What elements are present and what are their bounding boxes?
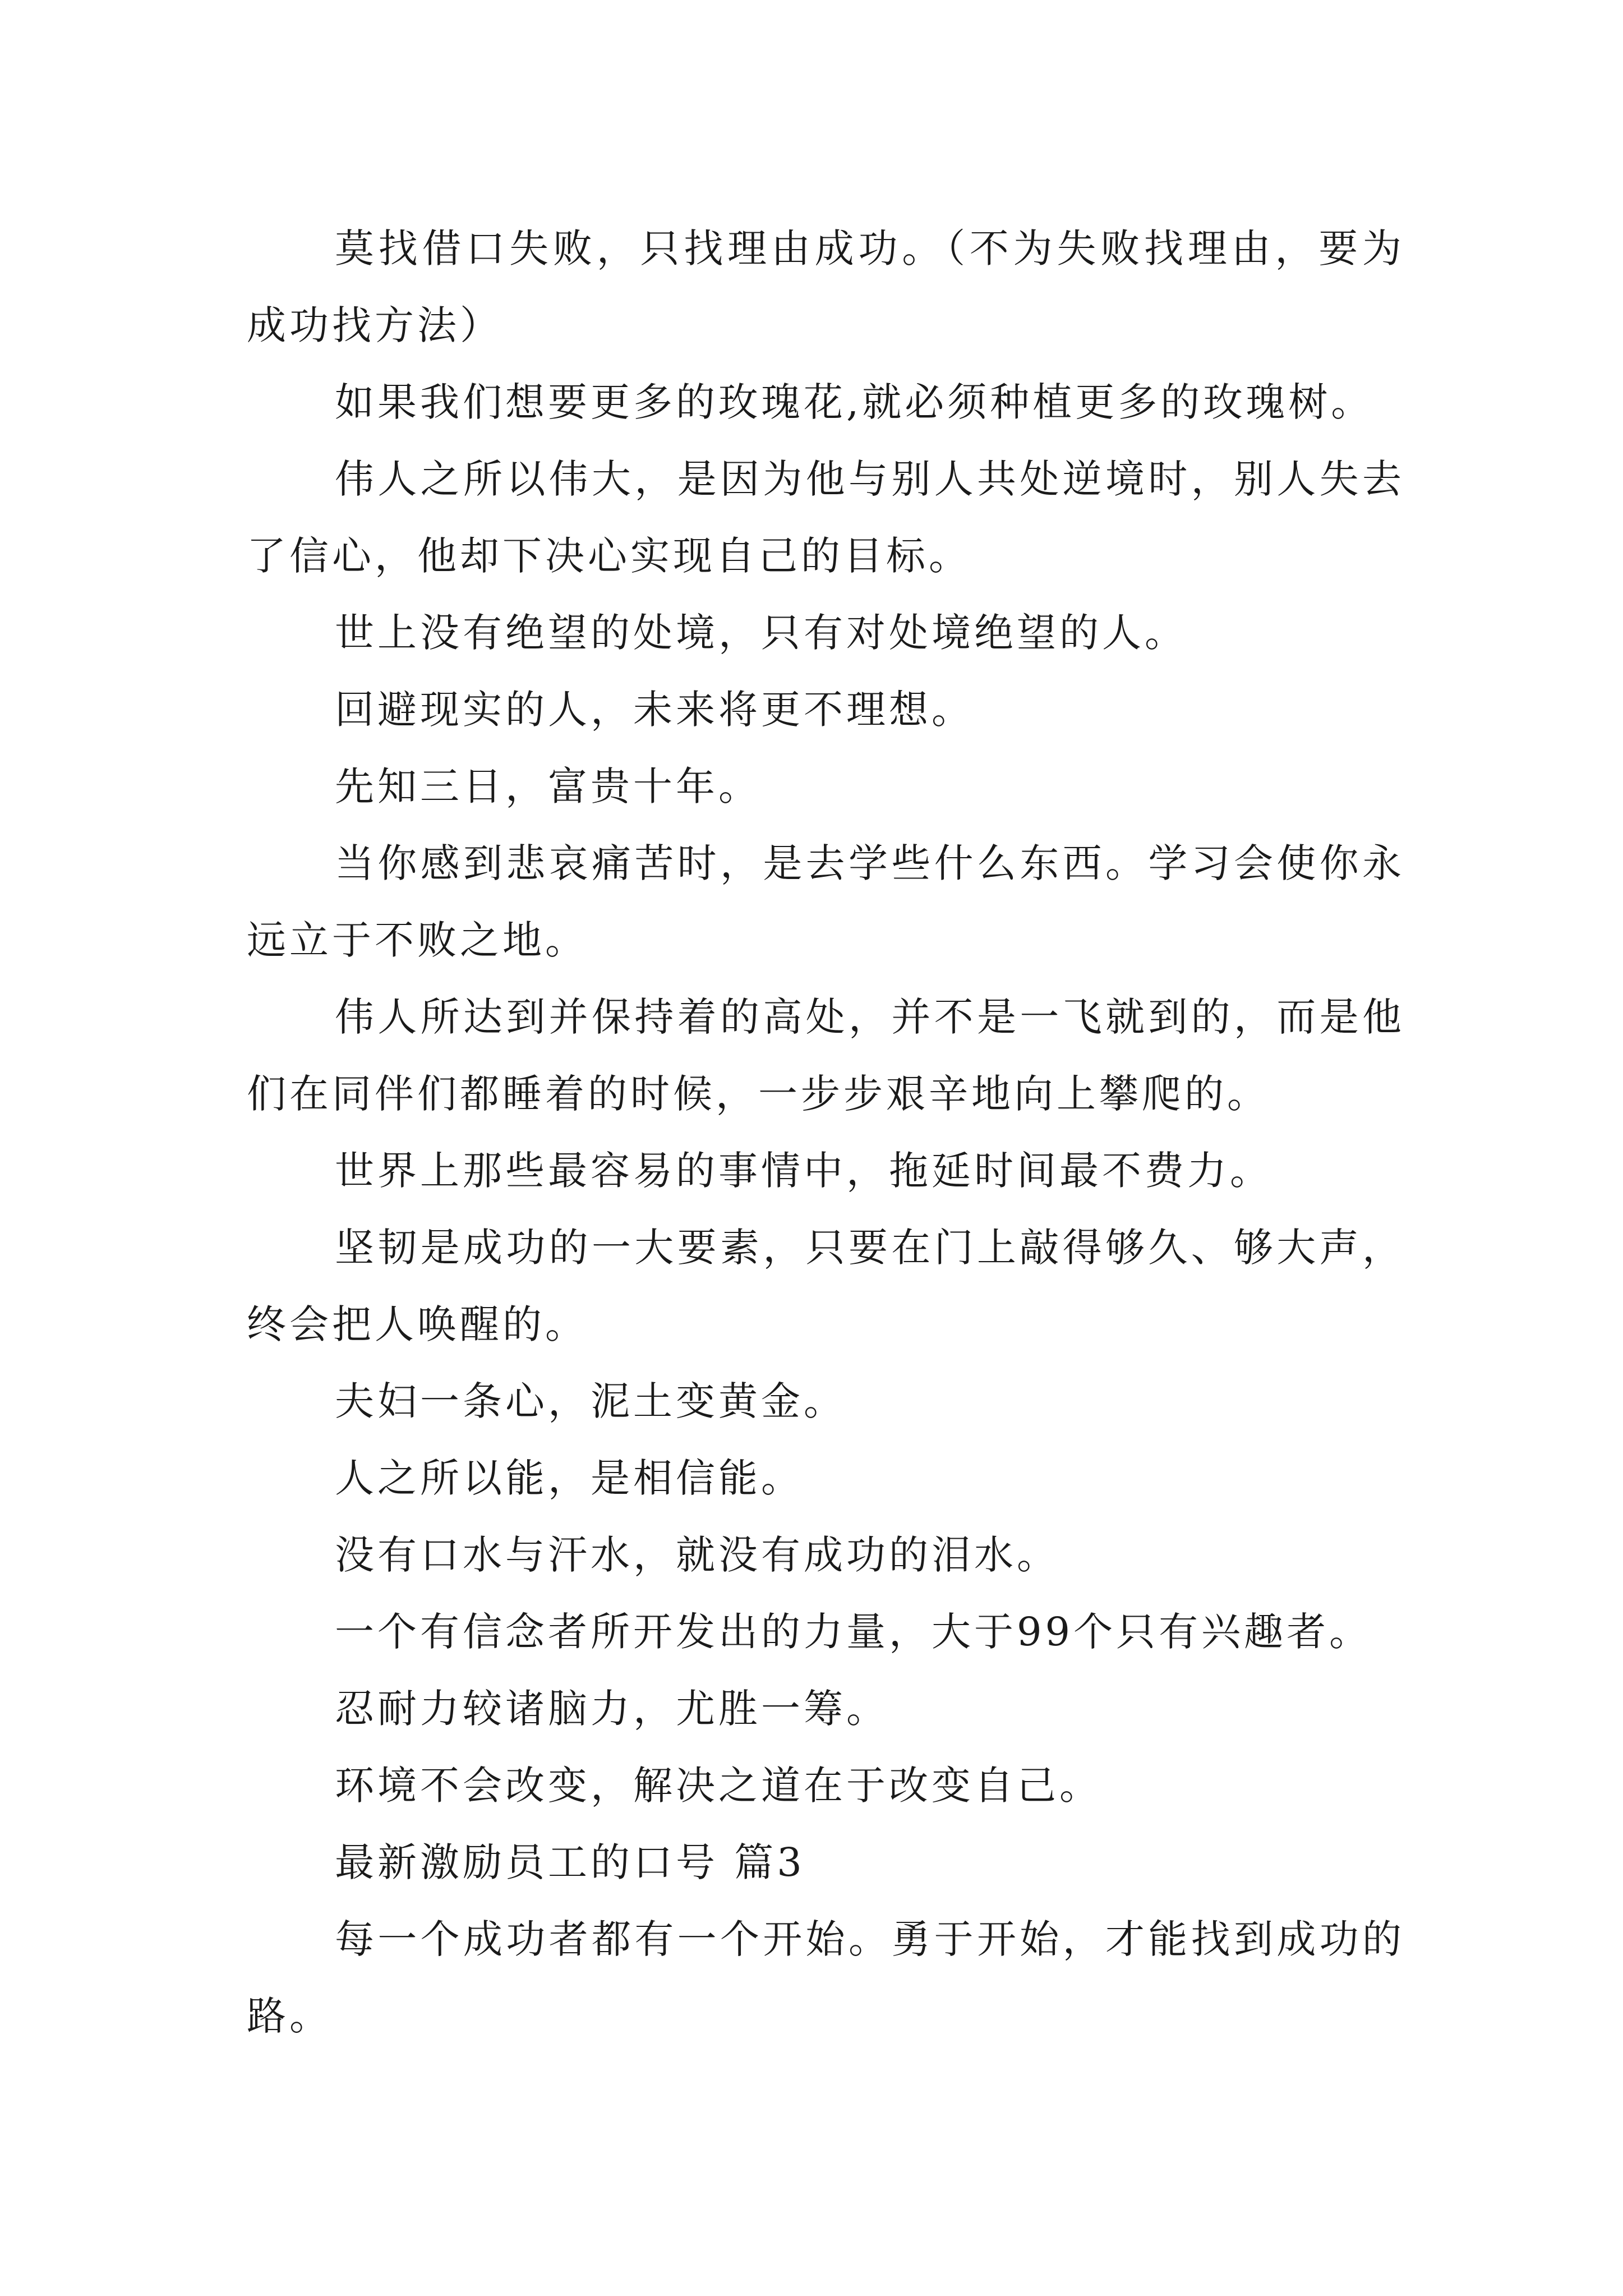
paragraph: 坚韧是成功的一大要素，只要在门上敲得够久、够大声，终会把人唤醒的。	[247, 1225, 1405, 1347]
document-body	[247, 210, 1405, 2055]
paragraph: 没有口水与汗水，就没有成功的泪水。	[335, 1532, 1059, 1578]
paragraph: 先知三日，富贵十年。	[335, 763, 761, 809]
paragraph: 环境不会改变，解决之道在于改变自己。	[335, 1763, 1102, 1809]
paragraph: 一个有信念者所开发出的力量，大于99个只有兴趣者。	[335, 1609, 1372, 1655]
paragraph: 人之所以能，是相信能。	[335, 1455, 804, 1501]
paragraph: 当你感到悲哀痛苦时，是去学些什么东西。学习会使你永远立于不败之地。	[247, 840, 1405, 963]
paragraph: 世上没有绝望的处境，只有对处境绝望的人。	[335, 610, 1187, 656]
paragraph: 每一个成功者都有一个开始。勇于开始，才能找到成功的路。	[247, 1916, 1405, 2039]
paragraph: 伟人所达到并保持着的高处，并不是一飞就到的，而是他们在同伴们都睡着的时候，一步步艰辛地向上攀爬的。	[247, 994, 1405, 1117]
paragraph: 世界上那些最容易的事情中，拖延时间最不费力。	[335, 1148, 1272, 1194]
paragraph: 如果我们想要更多的玫瑰花,就必须种植更多的玫瑰树。	[335, 379, 1374, 425]
paragraph: 伟人之所以伟大，是因为他与别人共处逆境时，别人失去了信心，他却下决心实现自己的目标。	[247, 456, 1405, 579]
paragraph: 夫妇一条心，泥土变黄金。	[335, 1378, 846, 1424]
paragraph: 莫找借口失败，只找理由成功。（不为失败找理由，要为成功找方法）	[247, 226, 1405, 348]
section-heading: 最新激励员工的口号 篇3	[335, 1839, 805, 1885]
paragraph: 回避现实的人，未来将更不理想。	[335, 687, 974, 733]
paragraph: 忍耐力较诸脑力，尤胜一筹。	[335, 1686, 889, 1732]
